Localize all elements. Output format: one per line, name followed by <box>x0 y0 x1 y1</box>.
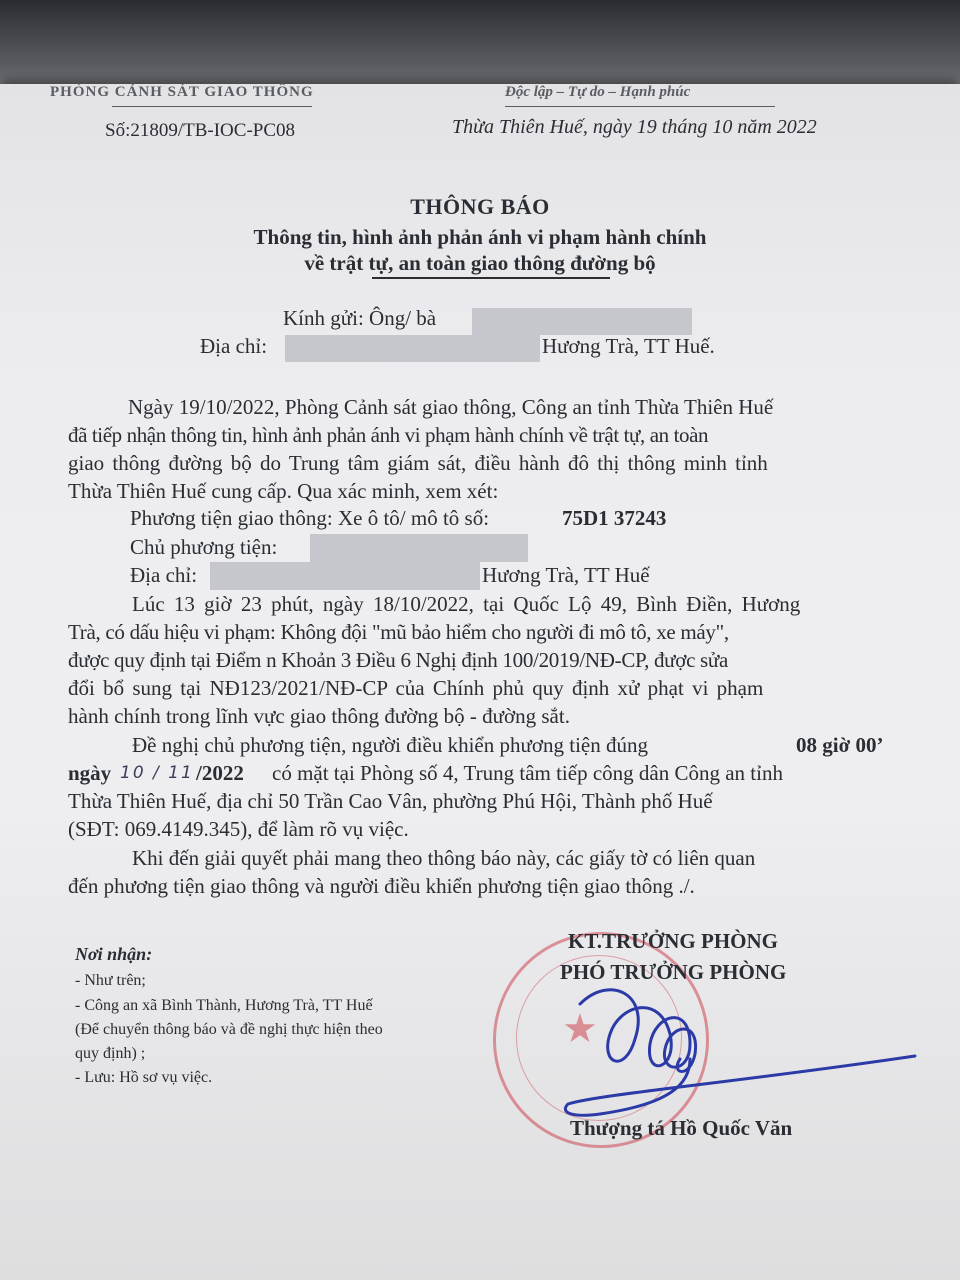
appointment-day-label: ngày <box>68 761 112 785</box>
signatory-name: Thượng tá Hồ Quốc Văn <box>570 1116 793 1140</box>
scan-top-shadow <box>0 0 960 96</box>
redacted-name <box>472 308 692 335</box>
motto-header: Độc lập – Tự do – Hạnh phúc <box>505 84 691 100</box>
seal-star-icon: ★ <box>562 1006 598 1051</box>
owner-label: Chủ phương tiện: <box>130 535 278 559</box>
motto-underline <box>505 106 775 107</box>
signatory-title-2: PHÓ TRƯỞNG PHÒNG <box>560 960 787 984</box>
redacted-address <box>285 335 540 362</box>
para4-line-2: đến phương tiện giao thông và người điều khiển phương tiện giao thông ./. <box>68 874 695 898</box>
document-page <box>0 84 960 1280</box>
place-date: Thừa Thiên Huế, ngày 19 tháng 10 năm 2022 <box>452 116 817 138</box>
recipients-item-1: - Như trên; <box>75 972 146 989</box>
agency-header: PHÒNG CẢNH SÁT GIAO THÔNG <box>50 84 314 100</box>
para3-line-1: Đề nghị chủ phương tiện, người điều khiển phương tiện đúng <box>132 733 648 757</box>
redacted-vehicle-address <box>210 562 480 590</box>
vehicle-address-tail: Hương Trà, TT Huế <box>482 563 650 587</box>
vehicle-label: Phương tiện giao thông: Xe ô tô/ mô tô số: <box>130 506 490 530</box>
subtitle-underline <box>372 277 610 279</box>
document-subtitle-1: Thông tin, hình ảnh phản ánh vi phạm hành chính <box>253 225 707 249</box>
document-subtitle-2: về trật tự, an toàn giao thông đường bộ <box>304 251 656 275</box>
recipient-address-label: Địa chỉ: <box>200 334 268 358</box>
document-number: Số:21809/TB-IOC-PC08 <box>105 120 296 141</box>
recipients-item-4: quy định) ; <box>75 1045 146 1062</box>
recipient-label: Kính gửi: Ông/ bà <box>283 306 437 330</box>
appointment-year: /2022 <box>196 761 244 785</box>
vehicle-address-label: Địa chỉ: <box>130 563 198 587</box>
para3-line-3: Thừa Thiên Huế, địa chỉ 50 Trần Cao Vân, phường Phú Hội, Thành phố Huế <box>68 789 713 813</box>
vehicle-plate: 75D1 37243 <box>562 506 667 530</box>
signatory-title-1: KT.TRƯỞNG PHÒNG <box>568 929 778 953</box>
handwritten-date: 10 / 11 <box>120 763 194 783</box>
para2-line-2: Trà, có dấu hiệu vi phạm: Không đội "mũ bảo hiểm cho người đi mô tô, xe máy", <box>68 620 729 644</box>
para1-line-3: giao thông đường bộ do Trung tâm giám sát, điều hành đô thị thông minh tỉnh <box>68 451 768 475</box>
recipient-address-tail: Hương Trà, TT Huế. <box>542 334 715 358</box>
para2-line-4: đổi bổ sung tại NĐ123/2021/NĐ-CP của Chính phủ quy định xử phạt vi phạm <box>68 676 764 700</box>
para4-line-1: Khi đến giải quyết phải mang theo thông báo này, các giấy tờ có liên quan <box>132 846 756 870</box>
para3-line-2: có mặt tại Phòng số 4, Trung tâm tiếp công dân Công an tỉnh <box>272 761 783 785</box>
para1-line-4: Thừa Thiên Huế cung cấp. Qua xác minh, xem xét: <box>68 479 499 503</box>
para2-line-1: Lúc 13 giờ 23 phút, ngày 18/10/2022, tại Quốc Lộ 49, Bình Điền, Hương <box>132 592 801 616</box>
para2-line-3: được quy định tại Điểm n Khoản 3 Điều 6 Nghị định 100/2019/NĐ-CP, được sửa <box>68 648 729 672</box>
para1-line-1: Ngày 19/10/2022, Phòng Cảnh sát giao thông, Công an tỉnh Thừa Thiên Huế <box>128 395 774 419</box>
document-title: THÔNG BÁO <box>410 194 550 219</box>
recipients-item-2: - Công an xã Bình Thành, Hương Trà, TT Huế <box>75 997 373 1014</box>
handwritten-signature <box>540 964 920 1124</box>
para3-line-4: (SĐT: 069.4149.345), để làm rõ vụ việc. <box>68 817 409 841</box>
recipients-title: Nơi nhận: <box>75 944 153 964</box>
appointment-time: 08 giờ 00’ <box>796 733 884 757</box>
recipients-item-3: (Để chuyển thông báo và đề nghị thực hiện theo <box>75 1021 383 1038</box>
para2-line-5: hành chính trong lĩnh vực giao thông đường bộ - đường sắt. <box>68 704 570 728</box>
recipients-item-5: - Lưu: Hồ sơ vụ việc. <box>75 1069 213 1086</box>
para1-line-2: đã tiếp nhận thông tin, hình ảnh phản ánh vi phạm hành chính về trật tự, an toàn <box>68 423 709 447</box>
redacted-owner <box>310 534 528 562</box>
agency-underline <box>112 106 312 107</box>
